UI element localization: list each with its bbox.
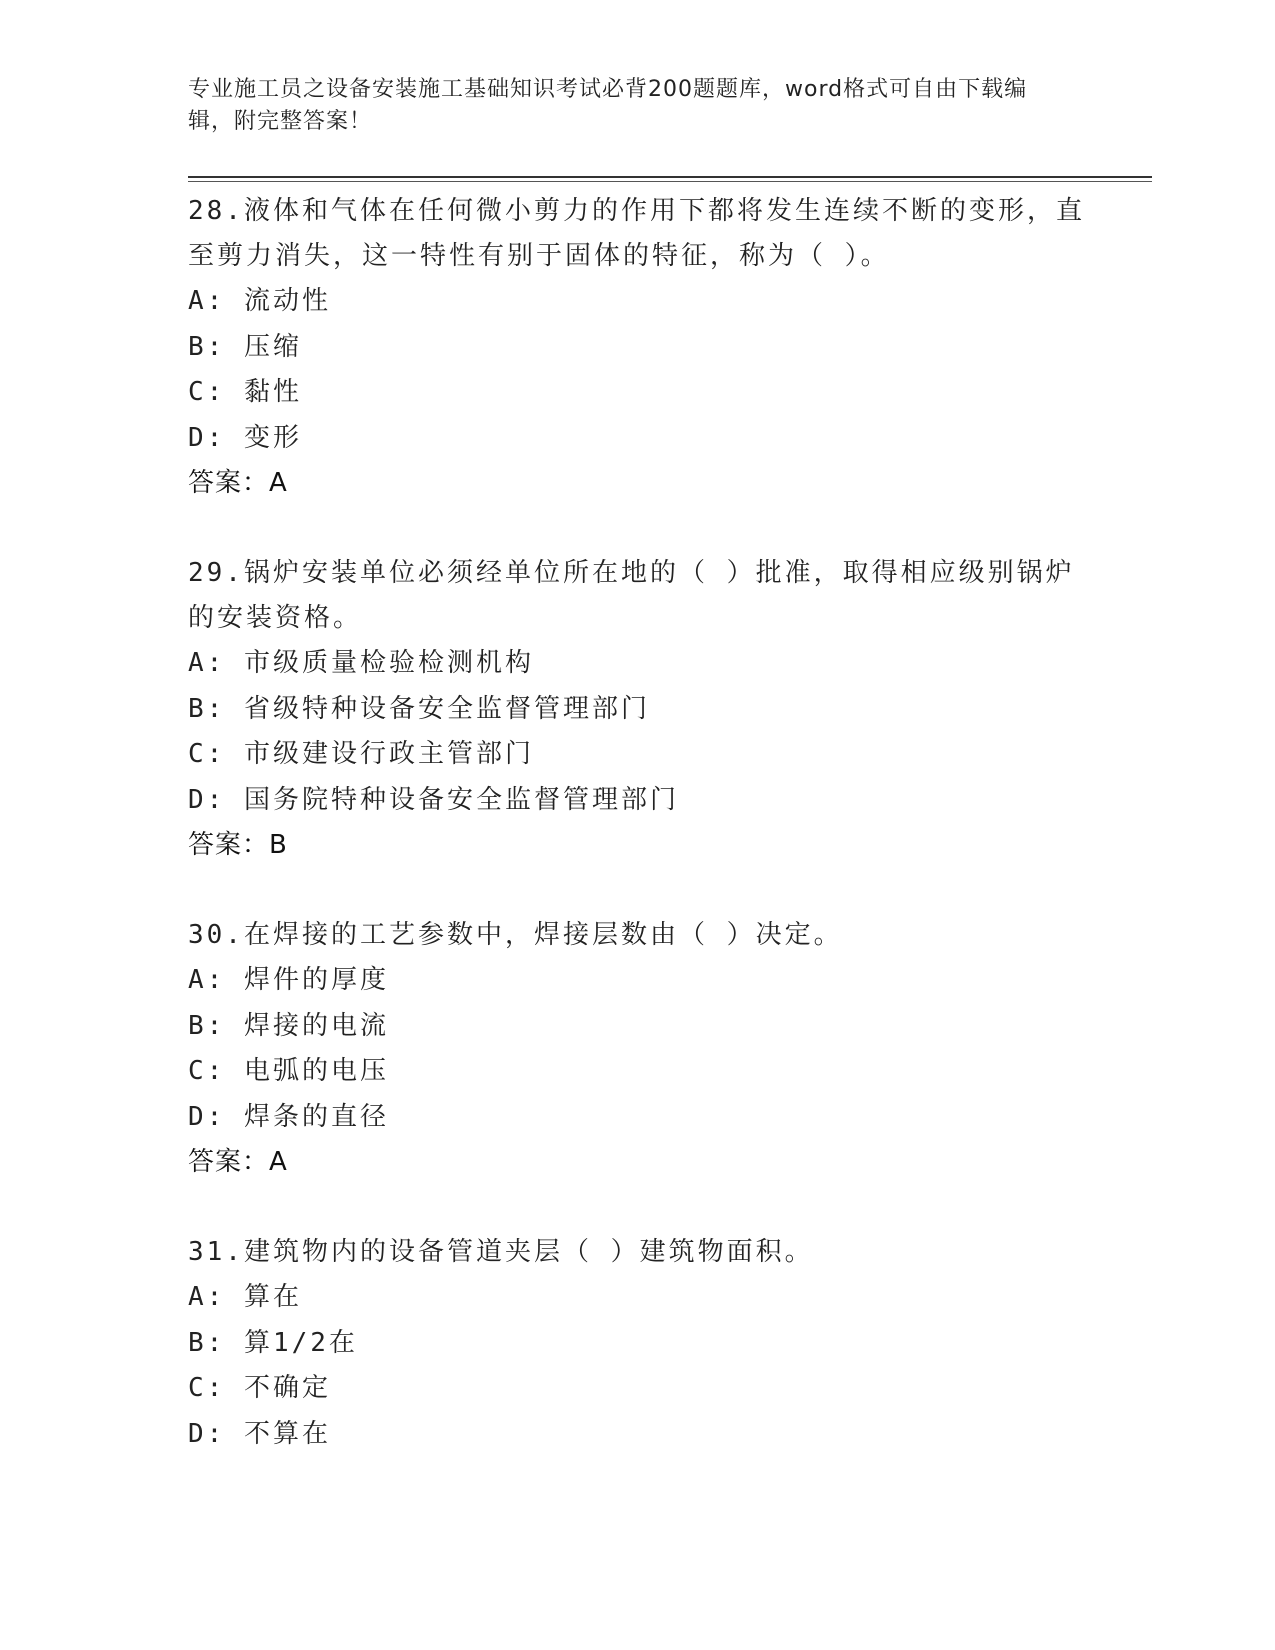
option-text: 国务院特种设备安全监督管理部门 <box>243 784 679 815</box>
option-text: 不算在 <box>243 1418 331 1449</box>
question-28 <box>188 189 1088 506</box>
question-31 <box>188 1230 1088 1457</box>
option-key: A : <box>188 1282 244 1312</box>
option-b <box>188 687 1088 733</box>
option-c <box>188 1366 1088 1412</box>
option-text: 算在 <box>243 1282 302 1312</box>
option-key: D : <box>188 785 244 815</box>
option-key: C : <box>188 1373 244 1403</box>
option-b <box>188 325 1088 371</box>
option-text: 算1/2在 <box>243 1327 358 1358</box>
option-text: 电弧的电压 <box>243 1056 389 1086</box>
question-stem: 31.建筑物内的设备管道夹层（ ）建筑物面积。 <box>188 1237 814 1267</box>
option-text: 焊件的厚度 <box>243 965 389 995</box>
option-text: 不确定 <box>243 1373 331 1403</box>
option-key: A : <box>188 648 244 678</box>
option-text: 黏性 <box>243 377 302 407</box>
answer-line: 答案：A <box>188 1147 288 1177</box>
option-d <box>188 416 1088 462</box>
option-b <box>188 1321 1088 1367</box>
option-key: D : <box>188 1419 244 1449</box>
option-text: 压缩 <box>243 331 302 362</box>
option-key: D : <box>188 1102 244 1132</box>
option-d <box>188 778 1088 824</box>
option-key: A : <box>188 965 244 995</box>
option-key: C : <box>188 377 244 407</box>
option-key: A : <box>188 286 244 316</box>
option-c <box>188 732 1088 778</box>
document-header: 专业施工员之设备安装施工基础知识考试必背200题题库，word格式可自由下载编辑，附完整答案！ <box>188 77 1028 134</box>
question-stem: 29.锅炉安装单位必须经单位所在地的（ ）批准，取得相应级别锅炉的安装资格。 <box>188 558 1075 633</box>
option-d <box>188 1412 1088 1458</box>
option-key: C : <box>188 1056 244 1086</box>
option-key: D : <box>188 423 244 453</box>
option-c <box>188 1049 1088 1095</box>
option-text: 流动性 <box>243 286 331 316</box>
answer-line: 答案：A <box>188 468 288 498</box>
option-b <box>188 1004 1088 1050</box>
question-30 <box>188 913 1088 1185</box>
question-stem: 30.在焊接的工艺参数中，焊接层数由（ ）决定。 <box>188 920 843 950</box>
option-text: 省级特种设备安全监督管理部门 <box>243 693 650 724</box>
option-text: 焊接的电流 <box>243 1010 389 1041</box>
answer-line: 答案：B <box>188 830 288 860</box>
option-a <box>188 1275 1088 1321</box>
option-key: B : <box>188 1328 244 1358</box>
option-text: 市级建设行政主管部门 <box>243 739 534 769</box>
option-key: B : <box>188 332 244 362</box>
question-29 <box>188 551 1088 868</box>
option-text: 焊条的直径 <box>243 1101 389 1132</box>
question-list <box>188 189 1088 1502</box>
question-stem: 28.液体和气体在任何微小剪力的作用下都将发生连续不断的变形，直至剪力消失，这一特性有别于固体的特征，称为（ ）。 <box>188 196 1085 271</box>
option-key: B : <box>188 694 244 724</box>
header-divider-thin <box>188 181 1152 182</box>
option-text: 市级质量检验检测机构 <box>243 648 534 678</box>
option-key: C : <box>188 739 244 769</box>
option-a <box>188 958 1088 1004</box>
option-a <box>188 641 1088 687</box>
option-a <box>188 279 1088 325</box>
option-d <box>188 1095 1088 1141</box>
option-key: B : <box>188 1011 244 1041</box>
header-divider-thick <box>188 176 1152 178</box>
option-text: 变形 <box>243 422 302 453</box>
option-c <box>188 370 1088 416</box>
